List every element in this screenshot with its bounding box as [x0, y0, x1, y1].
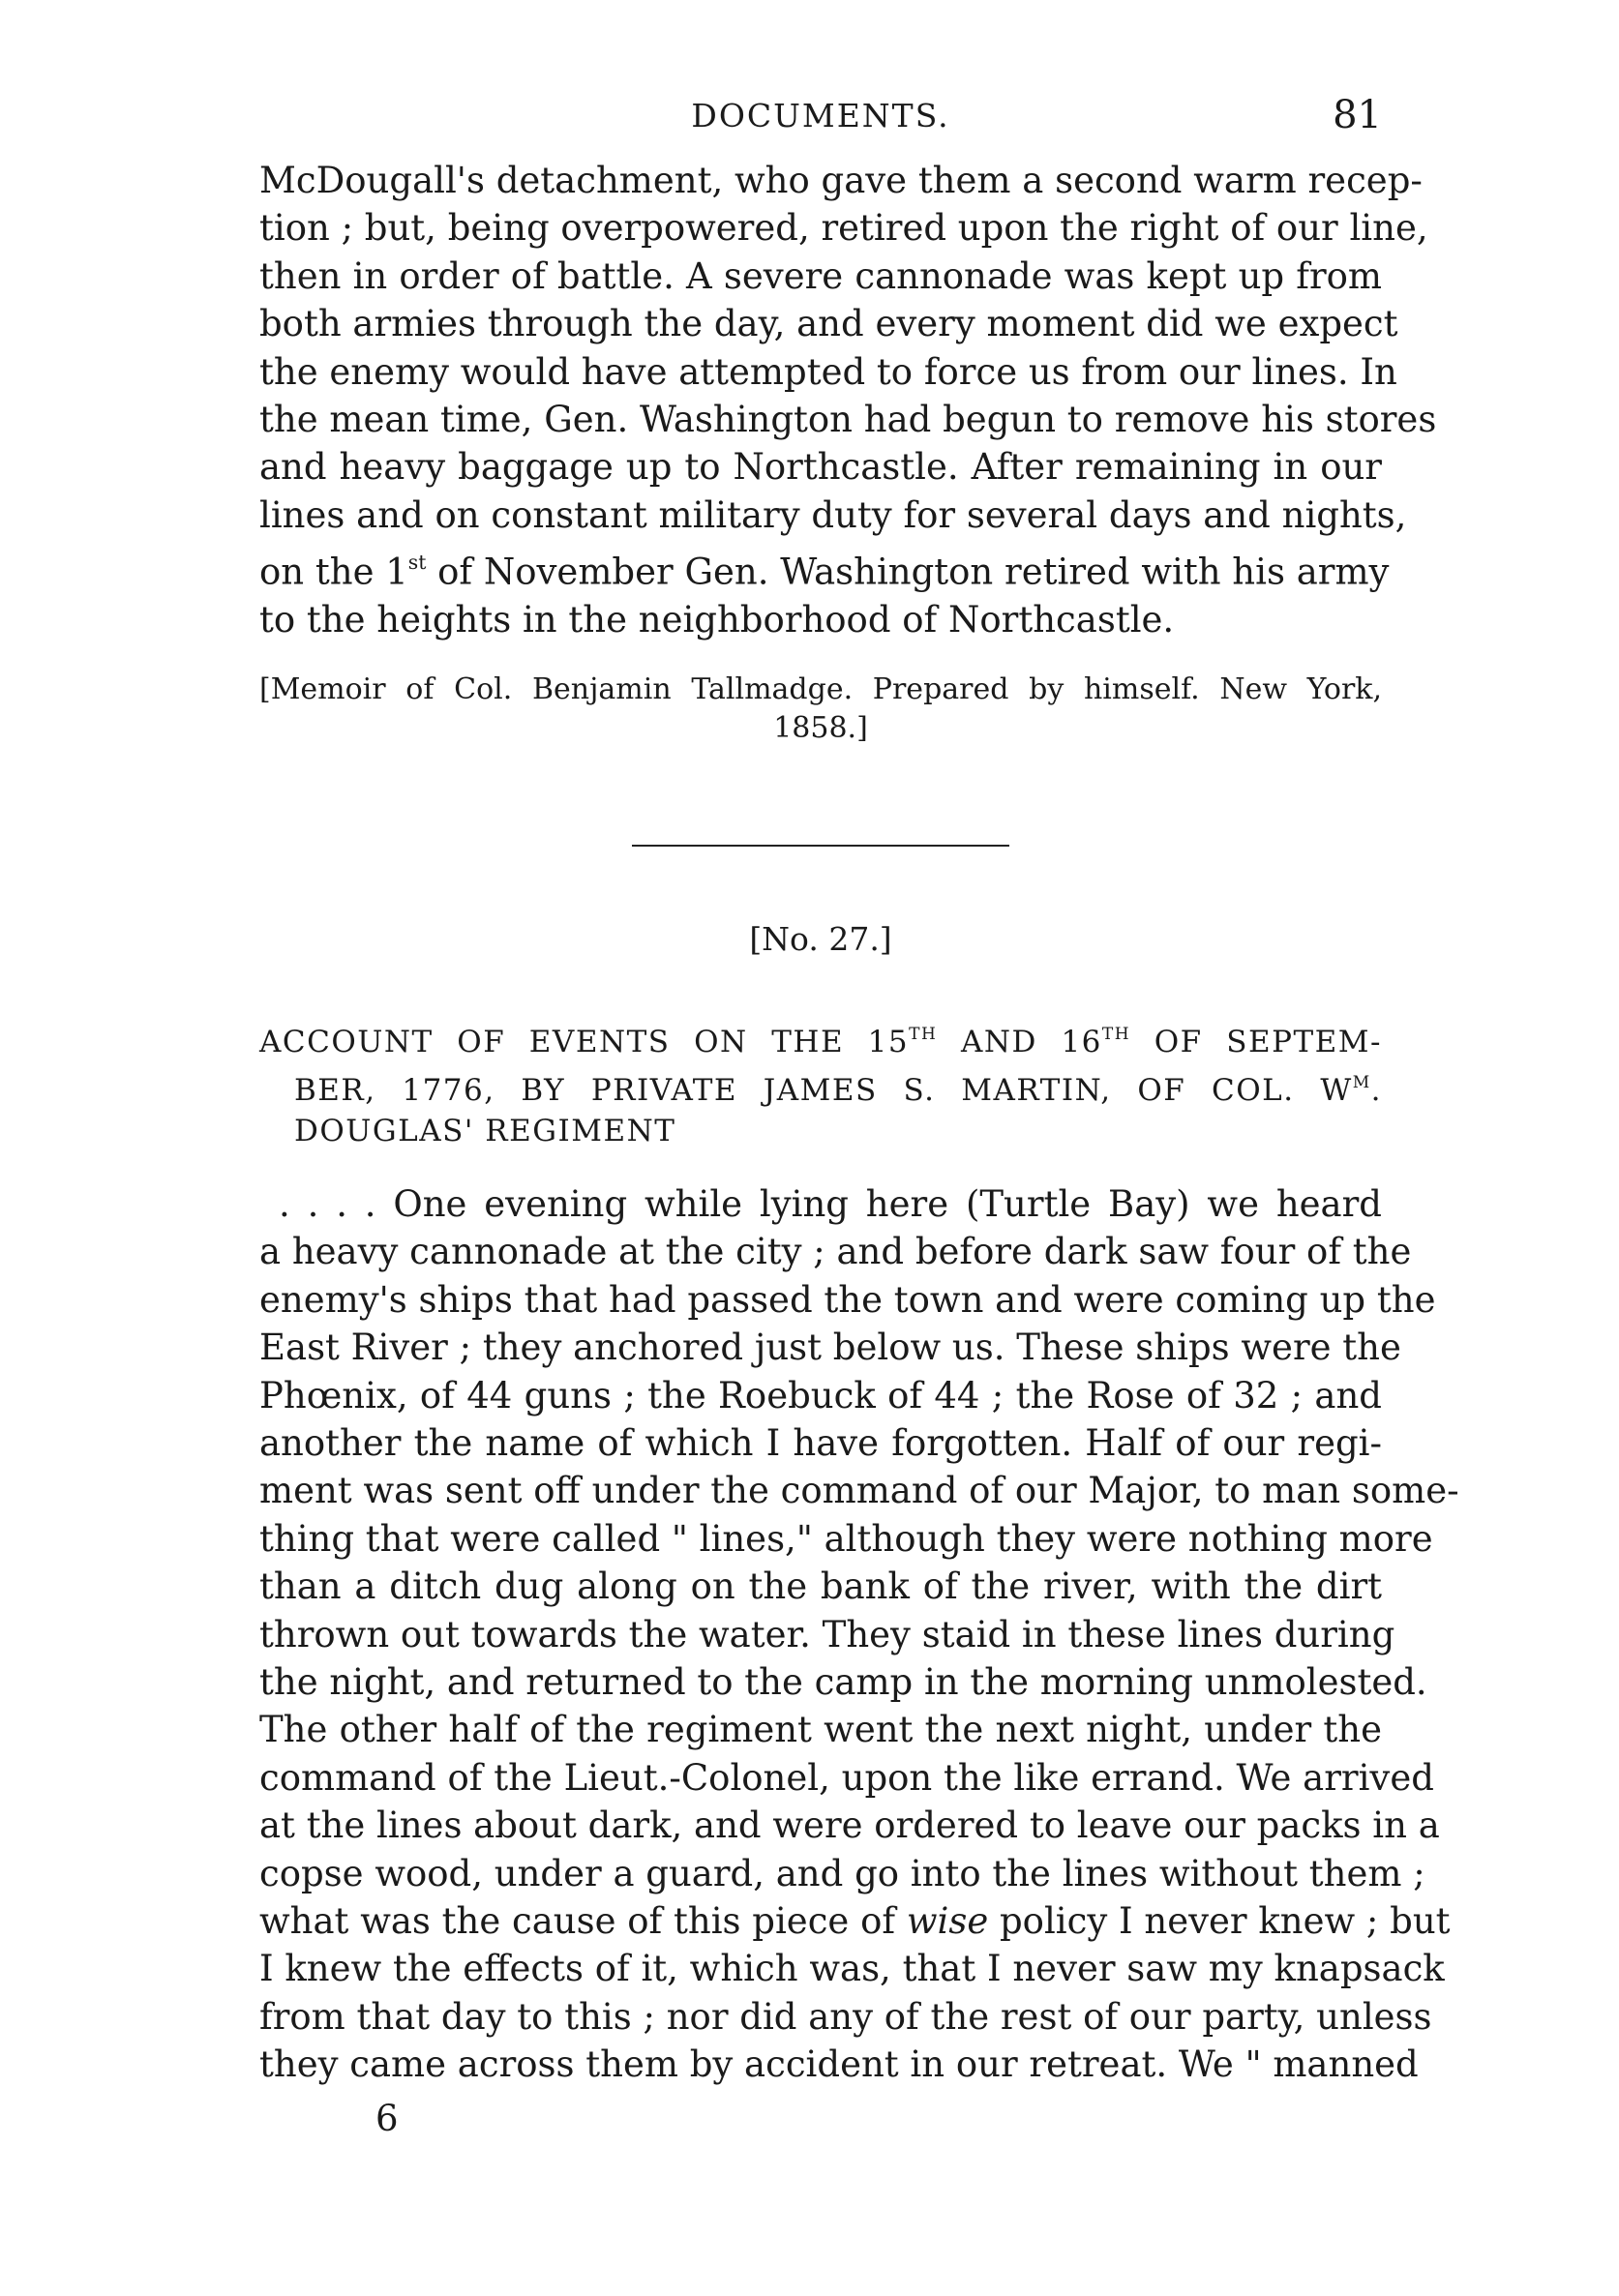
text-line: the mean time, Gen. Washington had begun to remove his stores — [259, 399, 1437, 441]
text-line: ment was sent off under the command of our Major, to man some- — [259, 1470, 1459, 1512]
text-line: the night, and returned to the camp in the morning unmolested. — [259, 1660, 1427, 1703]
text-line: than a ditch dug along on the bank of the river, with the dirt — [259, 1565, 1382, 1608]
document-page — [259, 93, 1459, 2089]
superscript: st — [407, 551, 427, 575]
heading-line — [259, 1014, 1382, 1062]
text-line: Phœnix, of 44 guns ; the Roebuck of 44 ; the Rose of 32 ; and — [259, 1374, 1382, 1416]
text-line — [259, 539, 1390, 596]
text-fragment: OF SEPTEM- — [1130, 1025, 1382, 1060]
text-fragment: BER, 1776, BY PRIVATE JAMES S. MARTIN, OF COL. W — [294, 1072, 1353, 1108]
text-line: copse wood, under a guard, and go into the lines without them ; — [259, 1852, 1425, 1894]
text-line: I knew the effects of it, which was, that I never saw my knapsack — [259, 1948, 1445, 1990]
text-line: a heavy cannonade at the city ; and before dark saw four of the — [259, 1231, 1412, 1273]
text-line: the enemy would have attempted to force us from our lines. In — [259, 350, 1397, 393]
text-fragment: what was the cause of this piece of — [259, 1899, 907, 1942]
text-line: to the heights in the neighborhood of Northcastle. — [259, 598, 1175, 641]
text-line — [259, 1897, 1451, 1945]
text-fragment: on the 1 — [259, 551, 408, 593]
text-line: then in order of battle. A severe cannonade was kept up from — [259, 254, 1382, 297]
text-fragment: policy I never knew ; but — [988, 1899, 1451, 1942]
signature-mark: 6 — [375, 2098, 399, 2139]
heading-line: DOUGLAS' REGIMENT — [294, 1113, 676, 1148]
citation-line: [Memoir of Col. Benjamin Tallmadge. Prepared by himself. New York, — [259, 672, 1382, 707]
text-line: command of the Lieut.-Colonel, upon the like errand. We arrived — [259, 1756, 1434, 1799]
running-head: DOCUMENTS. — [691, 97, 950, 134]
text-line: East River ; they anchored just below us. These ships were the — [259, 1327, 1401, 1369]
text-fragment: of November Gen. Washington retired with his army — [426, 551, 1390, 593]
text-line: both armies through the day, and every moment did we expect — [259, 303, 1398, 345]
text-line: they came across them by accident in our retreat. We " manned — [259, 2043, 1419, 2086]
page-header — [259, 93, 1382, 151]
heading-line — [259, 1062, 1382, 1111]
text-line: McDougall's detachment, who gave them a second warm recep- — [259, 160, 1423, 201]
text-line: at the lines about dark, and were ordered to leave our packs in a — [259, 1804, 1440, 1847]
text-line: from that day to this ; nor did any of the rest of our party, unless — [259, 1995, 1432, 2038]
superscript: TH — [909, 1025, 938, 1045]
text-fragment: AND 16 — [937, 1025, 1102, 1060]
text-line: enemy's ships that had passed the town and were coming up the — [259, 1278, 1436, 1321]
text-line: tion ; but, being overpowered, retired upon the right of our line, — [259, 207, 1428, 250]
text-line: thrown out towards the water. They staid in these lines during — [259, 1613, 1395, 1655]
paragraph-memoir — [259, 157, 1437, 643]
superscript: M — [1352, 1073, 1371, 1093]
italic-word: wise — [906, 1899, 989, 1942]
section-divider — [632, 845, 1009, 847]
text-line: lines and on constant military duty for several days and nights, — [259, 493, 1407, 536]
superscript: TH — [1101, 1025, 1131, 1045]
text-line: . . . . One evening while lying here (Turtle Bay) we heard — [279, 1182, 1382, 1225]
text-line: thing that were called " lines," although they were nothing more — [259, 1517, 1433, 1560]
document-heading — [259, 1014, 1382, 1151]
text-fragment: ACCOUNT OF EVENTS ON THE 15 — [259, 1025, 910, 1060]
text-line: another the name of which I have forgotten. Half of our regi- — [259, 1421, 1382, 1464]
text-fragment: . — [1370, 1072, 1382, 1108]
text-line: and heavy baggage up to Northcastle. After remaining in our — [259, 446, 1382, 489]
source-citation — [259, 671, 1382, 748]
document-number: [No. 27.] — [749, 920, 892, 959]
paragraph-account — [259, 1180, 1459, 2089]
text-line: The other half of the regiment went the next night, under the — [259, 1709, 1382, 1751]
page-number: 81 — [1333, 93, 1382, 137]
citation-line: 1858.] — [773, 711, 868, 746]
